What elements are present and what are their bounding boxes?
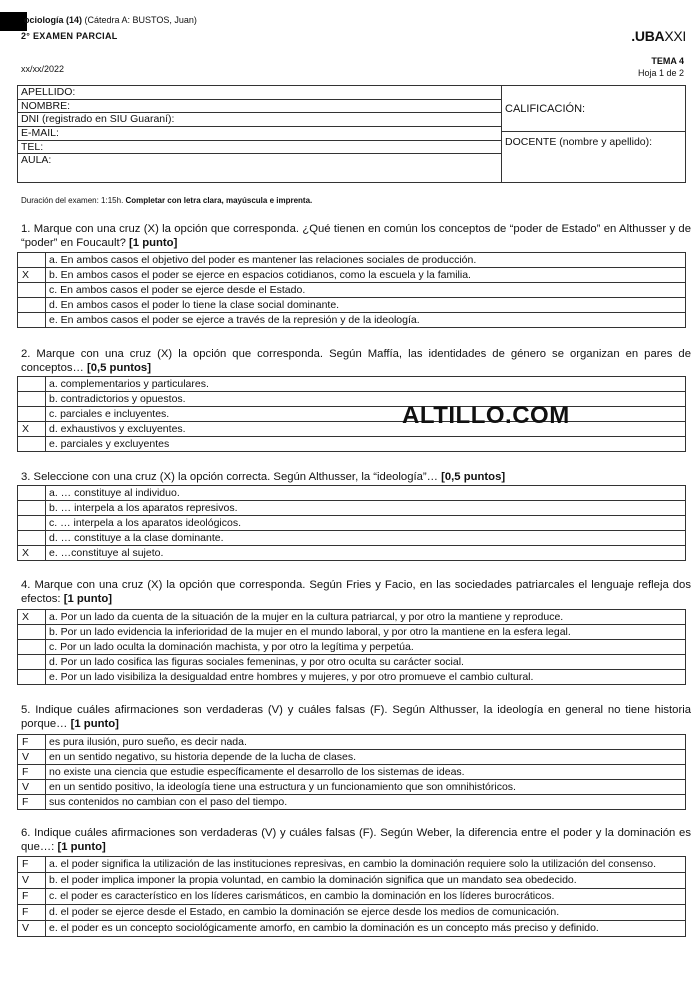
- page-number: Hoja 1 de 2: [637, 68, 684, 78]
- option-row[interactable]: [18, 795, 686, 810]
- option-row[interactable]: [18, 905, 686, 921]
- option-row[interactable]: [18, 655, 686, 670]
- option-row[interactable]: [18, 735, 686, 750]
- field-dni[interactable]: DNI (registrado en SIU Guaraní):: [18, 113, 501, 127]
- option-text: a. Por un lado da cuenta de la situación de la mujer en la cultura patriarcal, y por otro la mantiene y reproduce.: [46, 610, 686, 625]
- option-text: b. Por un lado evidencia la inferioridad de la mujer en el mundo laboral, y por otro la mantiene en la esfera legal.: [46, 625, 686, 640]
- option-row[interactable]: [18, 610, 686, 625]
- option-row[interactable]: [18, 750, 686, 765]
- question-5-text: [21, 703, 691, 731]
- option-mark[interactable]: [18, 625, 46, 640]
- option-row[interactable]: [18, 921, 686, 937]
- question-5-points: [1 punto]: [70, 718, 119, 730]
- option-row[interactable]: [18, 625, 686, 640]
- option-mark[interactable]: [18, 670, 46, 685]
- option-text: en un sentido positivo, la ideología tiene una estructura y un funcionamiento que son omnihistóricos.: [46, 780, 686, 795]
- option-row[interactable]: [18, 377, 686, 392]
- question-3-text: [21, 470, 691, 484]
- option-mark[interactable]: [18, 640, 46, 655]
- option-text: b. … interpela a los aparatos represivos.: [46, 501, 686, 516]
- option-text: c. el poder es característico en los líderes carismáticos, en cambio la dominación en los líderes burocráticos.: [46, 889, 686, 905]
- option-row[interactable]: [18, 253, 686, 268]
- option-text: b. En ambos casos el poder se ejerce en espacios cotidianos, como la escuela y la familia.: [46, 268, 686, 283]
- question-6-text: [21, 826, 691, 854]
- option-row[interactable]: [18, 889, 686, 905]
- option-mark[interactable]: [18, 531, 46, 546]
- field-tel[interactable]: TEL:: [18, 141, 501, 155]
- question-6-prompt: 6. Indique cuáles afirmaciones son verdaderas (V) y cuáles falsas (F). Según Weber, la diferencia entre el poder y la dominación es que…:: [21, 827, 691, 853]
- option-row[interactable]: [18, 422, 686, 437]
- question-3-prompt: 3. Seleccione con una cruz (X) la opción correcta. Según Althusser, la “ideología”…: [21, 471, 442, 483]
- option-text: e. …constituye al sujeto.: [46, 546, 686, 561]
- option-mark[interactable]: [18, 313, 46, 328]
- option-text: d. el poder se ejerce desde el Estado, en cambio la dominación se ejerce desde los medios de comunicación.: [46, 905, 686, 921]
- option-row[interactable]: [18, 531, 686, 546]
- option-row[interactable]: [18, 283, 686, 298]
- question-3-points: [0,5 puntos]: [441, 471, 506, 483]
- question-1-options: [17, 252, 686, 328]
- option-text: a. el poder significa la utilización de las instituciones represivas, en cambio la dominación requiere solo la utilización del consenso.: [46, 857, 686, 873]
- option-mark[interactable]: V: [18, 780, 46, 795]
- option-row[interactable]: [18, 437, 686, 452]
- question-4-text: [21, 578, 691, 606]
- option-mark[interactable]: [18, 407, 46, 422]
- question-5-prompt: 5. Indique cuáles afirmaciones son verdaderas (V) y cuáles falsas (F). Según Althusser, la ideología en general no tiene historia porque…: [21, 704, 691, 730]
- field-docente: DOCENTE (nombre y apellido):: [505, 136, 653, 148]
- question-1-text: [21, 222, 691, 250]
- option-mark[interactable]: F: [18, 795, 46, 810]
- option-row[interactable]: [18, 407, 686, 422]
- option-mark[interactable]: F: [18, 889, 46, 905]
- duration-text: Duración del examen: 1:15h.: [21, 196, 126, 205]
- option-row[interactable]: [18, 268, 686, 283]
- option-mark[interactable]: X: [18, 546, 46, 561]
- option-row[interactable]: [18, 780, 686, 795]
- logo-main: .UBA: [631, 28, 665, 44]
- redaction-block: [0, 12, 27, 31]
- option-text: no existe una ciencia que estudie específicamente el desarrollo de los sistemas de ideas.: [46, 765, 686, 780]
- option-mark[interactable]: [18, 298, 46, 313]
- field-calificacion: CALIFICACIÓN:: [502, 86, 685, 132]
- option-row[interactable]: [18, 298, 686, 313]
- option-row[interactable]: [18, 857, 686, 873]
- option-row[interactable]: [18, 640, 686, 655]
- option-mark[interactable]: [18, 486, 46, 501]
- option-row[interactable]: [18, 765, 686, 780]
- watermark: ALTILLO.COM: [402, 402, 570, 429]
- option-mark[interactable]: F: [18, 735, 46, 750]
- exam-date: xx/xx/2022: [21, 64, 65, 74]
- option-text: d. En ambos casos el poder lo tiene la clase social dominante.: [46, 298, 686, 313]
- duration-instruction: Completar con letra clara, mayúscula e imprenta.: [125, 196, 313, 205]
- question-5-options: [17, 734, 686, 810]
- option-text: b. el poder implica imponer la propia voluntad, en cambio la dominación significa que un mandato sea obedecido.: [46, 873, 686, 889]
- field-nombre[interactable]: NOMBRE:: [18, 100, 501, 114]
- option-row[interactable]: [18, 392, 686, 407]
- tema-label: TEMA 4: [651, 56, 684, 66]
- option-row[interactable]: [18, 501, 686, 516]
- option-text: c. parciales e incluyentes.: [46, 407, 686, 422]
- course-name: ociología (14): [24, 15, 83, 25]
- field-email[interactable]: E-MAIL:: [18, 127, 501, 141]
- option-mark[interactable]: F: [18, 905, 46, 921]
- question-3-options: [17, 485, 686, 561]
- option-text: d. Por un lado cosifica las figuras sociales femeninas, y por otro oculta su carácter social.: [46, 655, 686, 670]
- option-text: e. Por un lado visibiliza la desigualdad entre hombres y mujeres, y por otro promueve el cambio cultural.: [46, 670, 686, 685]
- option-text: a. En ambos casos el objetivo del poder es mantener las relaciones sociales de producción.: [46, 253, 686, 268]
- option-text: es pura ilusión, puro sueño, es decir nada.: [46, 735, 686, 750]
- option-row[interactable]: [18, 486, 686, 501]
- option-mark[interactable]: X: [18, 610, 46, 625]
- exam-title: 2° EXAMEN PARCIAL: [21, 31, 118, 41]
- option-mark[interactable]: F: [18, 857, 46, 873]
- option-row[interactable]: [18, 516, 686, 531]
- option-mark[interactable]: [18, 283, 46, 298]
- exam-duration: [21, 196, 312, 205]
- option-text: e. En ambos casos el poder se ejerce a través de la represión y de la ideología.: [46, 313, 686, 328]
- question-2-prompt: 2. Marque con una cruz (X) la opción que corresponda. Según Maffía, las identidades de género se organizan en pares de conceptos…: [21, 348, 691, 374]
- option-mark[interactable]: V: [18, 873, 46, 889]
- option-text: a. complementarios y particulares.: [46, 377, 686, 392]
- option-mark[interactable]: [18, 377, 46, 392]
- option-text: d. exhaustivos y excluyentes.: [46, 422, 686, 437]
- question-2-points: [0,5 puntos]: [86, 362, 151, 374]
- option-mark[interactable]: [18, 392, 46, 407]
- option-text: c. … interpela a los aparatos ideológicos.: [46, 516, 686, 531]
- option-row[interactable]: [18, 313, 686, 328]
- option-mark[interactable]: [18, 437, 46, 452]
- question-2-options: [17, 376, 686, 452]
- uba-logo: [631, 28, 686, 44]
- question-1-prompt: 1. Marque con una cruz (X) la opción que corresponda. ¿Qué tienen en común los conceptos de “poder de Estado” en Althusser y de “poder” en Foucault?: [21, 223, 691, 249]
- option-row[interactable]: [18, 873, 686, 889]
- option-mark[interactable]: F: [18, 765, 46, 780]
- option-text: e. el poder es un concepto sociológicamente amorfo, en cambio la dominación es un concepto más preciso y definido.: [46, 921, 686, 937]
- option-mark[interactable]: V: [18, 750, 46, 765]
- question-2-text: [21, 347, 691, 375]
- question-4-points: [1 punto]: [63, 593, 113, 605]
- option-text: a. … constituye al individuo.: [46, 486, 686, 501]
- option-text: sus contenidos no cambian con el paso del tiempo.: [46, 795, 686, 810]
- option-text: c. En ambos casos el poder se ejerce desde el Estado.: [46, 283, 686, 298]
- course-chair: (Cátedra A: BUSTOS, Juan): [82, 15, 197, 25]
- option-mark[interactable]: V: [18, 921, 46, 937]
- option-mark[interactable]: [18, 253, 46, 268]
- question-4-prompt: 4. Marque con una cruz (X) la opción que corresponda. Según Fries y Facio, en las sociedades patriarcales el lenguaje refleja dos efectos:: [21, 579, 691, 605]
- logo-suffix: XXI: [664, 28, 686, 44]
- course-title: [24, 14, 197, 26]
- option-row[interactable]: [18, 670, 686, 685]
- option-text: b. contradictorios y opuestos.: [46, 392, 686, 407]
- option-mark[interactable]: X: [18, 268, 46, 283]
- field-aula[interactable]: AULA:: [21, 154, 52, 167]
- student-info-box: [17, 85, 686, 183]
- option-text: d. … constituye a la clase dominante.: [46, 531, 686, 546]
- option-mark[interactable]: [18, 655, 46, 670]
- question-4-options: [17, 609, 686, 685]
- grading-fields: [502, 86, 685, 182]
- option-mark[interactable]: [18, 516, 46, 531]
- option-mark[interactable]: X: [18, 422, 46, 437]
- field-apellido[interactable]: APELLIDO:: [18, 86, 501, 100]
- question-1-points: [1 punto]: [129, 237, 178, 249]
- question-6-points: [1 punto]: [57, 841, 106, 853]
- option-text: c. Por un lado oculta la dominación machista, y por otro la legítima y perpetúa.: [46, 640, 686, 655]
- option-text: en un sentido negativo, su historia depende de la lucha de clases.: [46, 750, 686, 765]
- option-text: e. parciales y excluyentes: [46, 437, 686, 452]
- question-6-options: [17, 856, 686, 937]
- option-row[interactable]: [18, 546, 686, 561]
- option-mark[interactable]: [18, 501, 46, 516]
- student-fields: [18, 86, 502, 182]
